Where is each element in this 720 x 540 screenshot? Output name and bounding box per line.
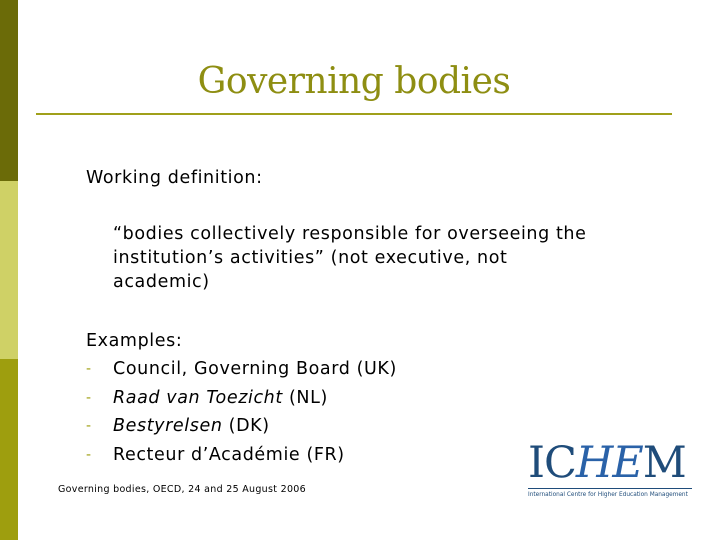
side-bar-middle [0, 181, 18, 359]
definition-quote: “bodies collectively responsible for overseeing the institution’s activities” (not executive, not academic) [113, 224, 587, 292]
bullet-dash: - [86, 418, 92, 434]
example-country: (DK) [222, 416, 270, 436]
title-divider [36, 113, 672, 115]
ichem-logo [528, 438, 692, 498]
slide-footer: Governing bodies, OECD, 24 and 25 August 2006 [58, 484, 306, 495]
bullet-dash: - [86, 389, 92, 406]
side-bar-top [0, 0, 18, 181]
example-text: Bestyrelsen [113, 416, 223, 436]
examples-list [86, 356, 397, 470]
list-item [86, 356, 397, 385]
example-text: Raad van Toezicht [113, 387, 283, 408]
list-item [86, 385, 397, 414]
definition-label: Working definition: [86, 168, 263, 188]
list-item [86, 442, 397, 471]
example-country: (UK) [350, 359, 397, 379]
logo-tagline: International Centre for Higher Education Management [528, 488, 692, 498]
examples-label: Examples: [86, 331, 183, 351]
bullet-dash: - [86, 361, 92, 377]
bullet-dash: - [86, 446, 92, 463]
example-country: (NL) [282, 387, 328, 408]
logo-wordmark: ICHEM [528, 438, 686, 488]
slide-title: Governing bodies [197, 61, 511, 102]
example-text: Recteur d’Académie [113, 444, 301, 465]
side-bar-bottom [0, 359, 18, 540]
example-country: (FR) [300, 444, 345, 465]
list-item [86, 413, 397, 442]
example-text: Council, Governing Board [113, 359, 351, 379]
